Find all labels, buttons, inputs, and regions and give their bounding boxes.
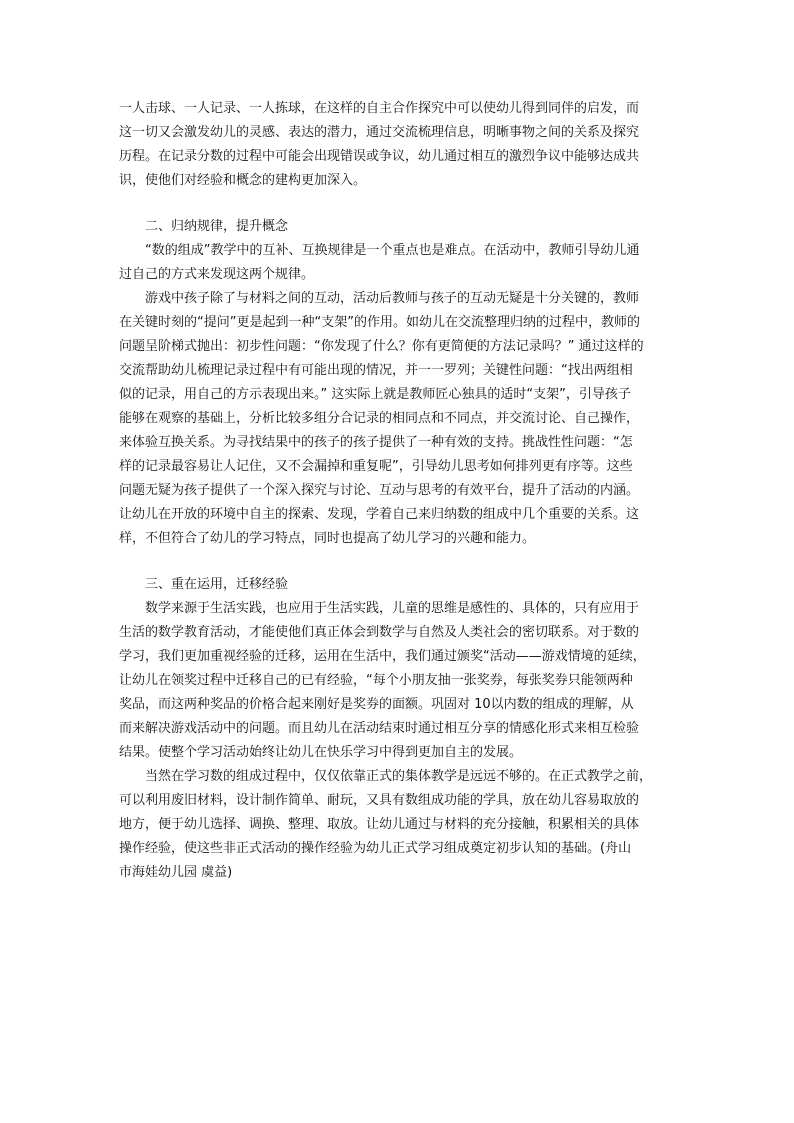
paragraph-line: 操作经验，使这些非正式活动的操作经验为幼儿正式学习组成奠定初步认知的基础。(舟山 [119, 841, 632, 856]
paragraph-line: 样的记录最容易让人记住，又不会漏掉和重复呢”，引导幼儿思考如何排列更有序等。这些 [119, 459, 633, 474]
paragraph-line: 市海娃幼儿园 虞益) [119, 865, 233, 880]
paragraph-line: 让幼儿在领奖过程中迁移自己的已有经验，“每个小朋友抽一张奖券，每张奖券只能领两种 [119, 673, 633, 688]
paragraph-line: 过自己的方式来发现这两个规律。 [119, 267, 315, 282]
paragraph-4 [119, 597, 678, 765]
paragraph-line: 问题呈阶梯式抛出：初步性问题：“你发现了什么？你有更简便的方法记录吗？” 通过这样的 [119, 339, 644, 354]
paragraph-line: 能够在观察的基础上，分析比较多组分合记录的相同点和不同点，并交流讨论、自己操作， [119, 411, 640, 426]
paragraph-line: 而来解决游戏活动中的问题。而且幼儿在活动结束时通过相互分享的情感化形式来相互检验 [119, 721, 640, 736]
paragraph-line: 似的记录，用自己的方示表现出来。” 这实际上就是教师匠心独具的适时“支架”，引导孩子 [119, 387, 631, 402]
paragraph-2 [119, 239, 678, 287]
paragraph-line: 识，使他们对经验和概念的建构更加深入。 [119, 173, 367, 188]
paragraph-line: 让幼儿在开放的环境中自主的探索、发现，学着自己来归纳数的组成中几个重要的关系。这 [119, 507, 640, 522]
paragraph-line: 样，不但符合了幼儿的学习特点，同时也提高了幼儿学习的兴趣和能力。 [119, 531, 536, 546]
paragraph-line: 当然在学习数的组成过程中，仅仅依靠正式的集体教学是远远不够的。在正式教学之前， [145, 769, 653, 784]
paragraph-line: 游戏中孩子除了与材料之间的互动，活动后教师与孩子的互动无疑是十分关键的，教师 [145, 291, 640, 306]
paragraph-line: 在关键时刻的“提问”更是起到一种“支架”的作用。如幼儿在交流整理归纳的过程中，教师的 [119, 315, 640, 330]
paragraph-line: 地方，便于幼儿选择、调换、整理、取放。让幼儿通过与材料的充分接触，积累相关的具体 [119, 817, 640, 832]
paragraph-5 [119, 765, 678, 885]
section-heading-3 [119, 573, 678, 597]
section-heading-2 [119, 215, 678, 239]
paragraph-3 [119, 287, 678, 551]
paragraph-line: 生活的数学教育活动，才能使他们真正体会到数学与自然及人类社会的密切联系。对于数的 [119, 625, 640, 640]
paragraph-line: 结果。使整个学习活动始终让幼儿在快乐学习中得到更加自主的发展。 [119, 745, 523, 760]
section-heading: 三、重在运用，迁移经验 [145, 577, 289, 592]
section-heading: 二、归纳规律，提升概念 [145, 219, 289, 234]
paragraph-line: 交流帮助幼儿梳理记录过程中有可能出现的情况，并一一罗列；关键性问题：“找出两组相 [119, 363, 633, 378]
paragraph-line: “数的组成”教学中的互补、互换规律是一个重点也是难点。在活动中，教师引导幼儿通 [145, 243, 640, 258]
paragraph-line: 数学来源于生活实践，也应用于生活实践，儿童的思维是感性的、具体的，只有应用于 [145, 601, 640, 616]
paragraph-line: 可以利用废旧材料，设计制作简单、耐玩，又具有数组成功能的学具，放在幼儿容易取放的 [119, 793, 640, 808]
paragraph-1 [119, 97, 678, 193]
paragraph-line: 学习，我们更加重视经验的迁移，运用在生活中，我们通过颁奖“活动——游戏情境的延续， [119, 649, 646, 664]
paragraph-line: 奖品，而这两种奖品的价格合起来刚好是奖券的面额。巩固对 10以内数的组成的理解，从 [119, 697, 634, 712]
document-page [119, 97, 678, 885]
paragraph-line: 问题无疑为孩子提供了一个深入探究与讨论、互动与思考的有效平台，提升了活动的内涵。 [119, 483, 640, 498]
paragraph-line: 历程。在记录分数的过程中可能会出现错误或争议，幼儿通过相互的激烈争议中能够达成共 [119, 149, 640, 164]
paragraph-line: 一人击球、一人记录、一人拣球，在这样的自主合作探究中可以使幼儿得到同伴的启发，而 [119, 101, 640, 116]
paragraph-line: 来体验互换关系。为寻找结果中的孩子的孩子提供了一种有效的支持。挑战性性问题：“怎 [119, 435, 633, 450]
paragraph-line: 这一切又会激发幼儿的灵感、表达的潜力，通过交流梳理信息，明晰事物之间的关系及探究 [119, 125, 640, 140]
